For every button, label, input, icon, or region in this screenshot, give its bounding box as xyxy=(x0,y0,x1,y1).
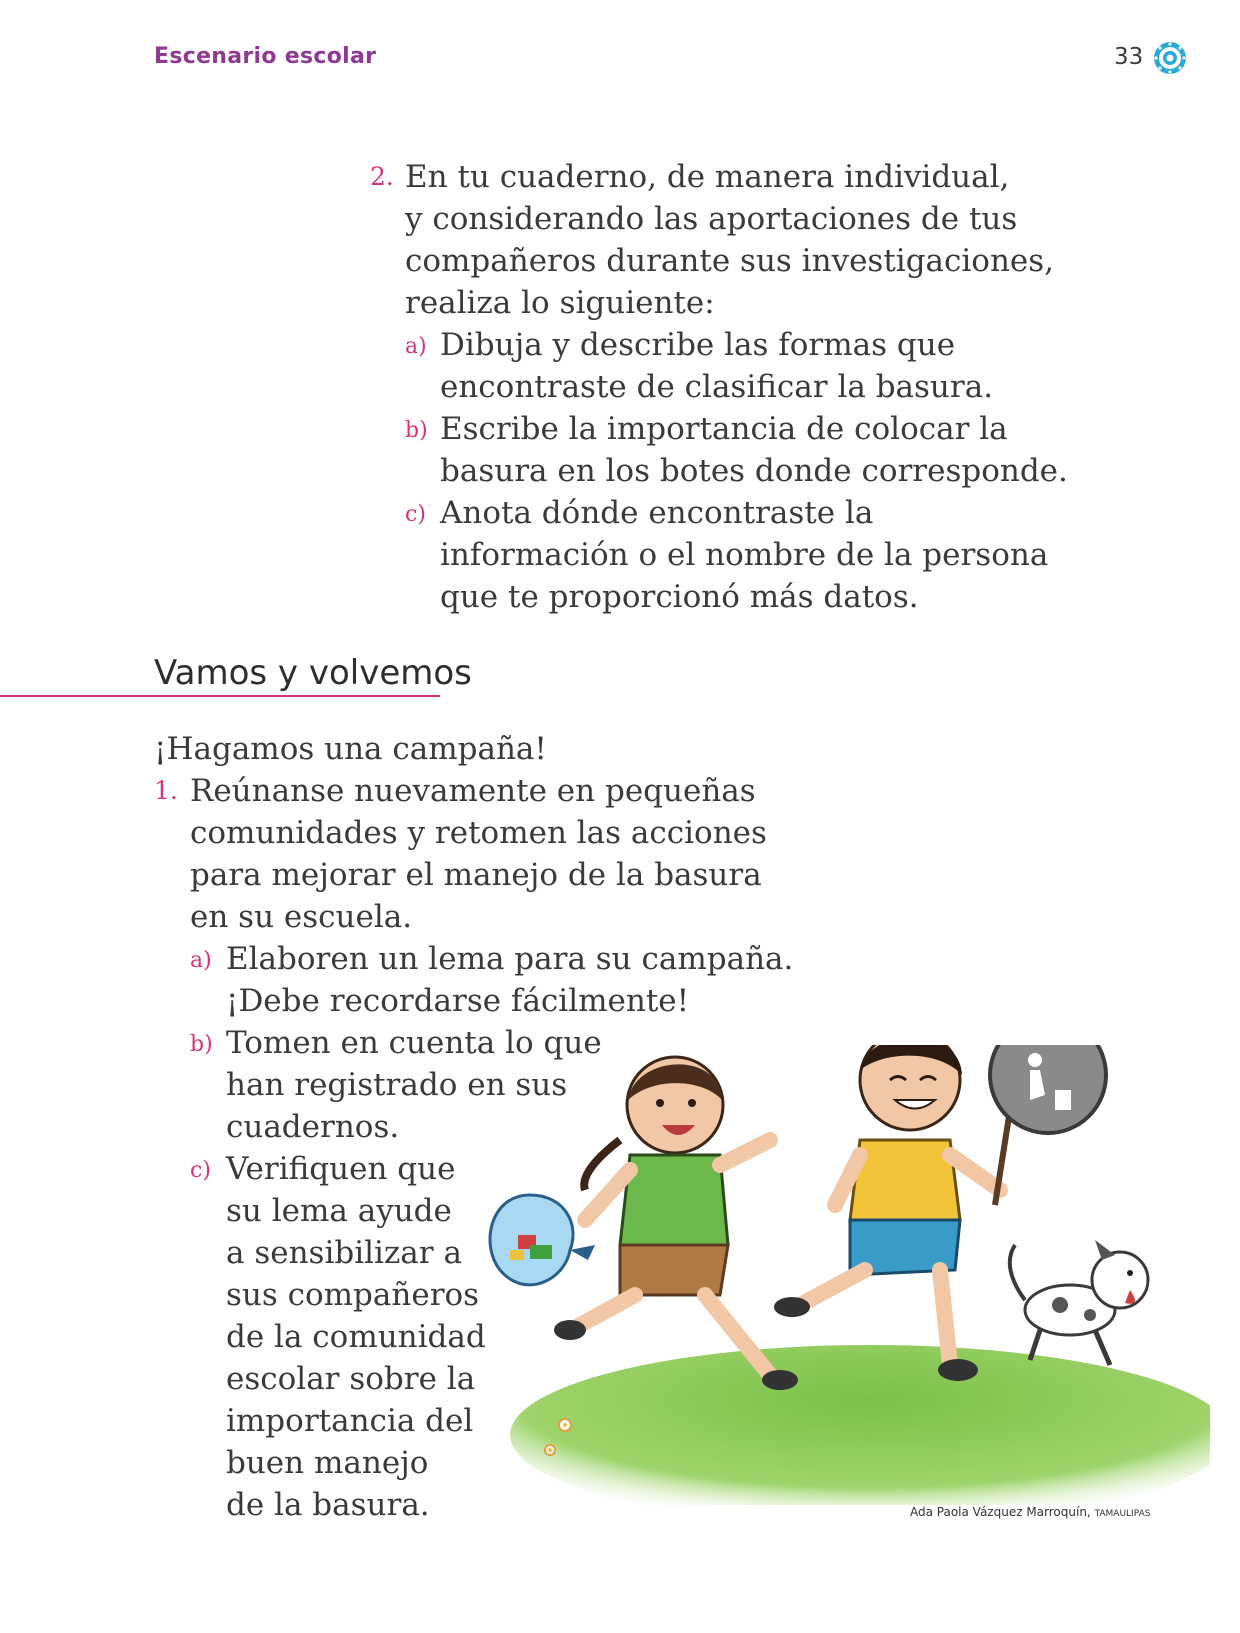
item-line: de la basura. xyxy=(226,1487,430,1523)
sub-item-a xyxy=(405,324,1070,408)
grass-hill xyxy=(510,1345,1210,1505)
emblem-icon xyxy=(1152,40,1188,76)
question-line: para mejorar el manejo de la basura xyxy=(190,857,762,893)
sub-item-c xyxy=(405,492,1070,618)
trash-bag-icon xyxy=(490,1195,595,1285)
section-title: Vamos y volvemos xyxy=(154,653,472,693)
item-letter: c) xyxy=(190,1158,211,1183)
item-line: información o el nombre de la persona xyxy=(440,537,1049,573)
item-line: escolar sobre la xyxy=(226,1361,476,1397)
intro-text: ¡Hagamos una campaña! xyxy=(154,731,547,767)
girl-figure xyxy=(554,1057,798,1390)
item-line: Anota dónde encontraste la xyxy=(440,495,874,531)
question-line: En tu cuaderno, de manera individual, xyxy=(405,159,1010,195)
section-header: Escenario escolar xyxy=(154,44,377,69)
item-line: importancia del xyxy=(226,1403,474,1439)
item-line: su lema ayude xyxy=(226,1193,452,1229)
item-line: han registrado en sus xyxy=(226,1067,568,1103)
item-line: Escribe la importancia de colocar la xyxy=(440,411,1008,447)
question-line: Reúnanse nuevamente en pequeñas xyxy=(190,773,756,809)
item-line: Verifiquen que xyxy=(226,1151,456,1187)
question-line: comunidades y retomen las acciones xyxy=(190,815,767,851)
item-line: a sensibilizar a xyxy=(226,1235,462,1271)
section-divider xyxy=(0,695,440,697)
question-number: 1. xyxy=(154,776,178,805)
item-line: ¡Debe recordarse fácilmente! xyxy=(226,983,690,1019)
credit-place: TAMAULIPAS xyxy=(1094,1509,1151,1519)
flower-icon xyxy=(545,1445,555,1455)
question-2 xyxy=(370,156,1070,618)
item-letter: c) xyxy=(405,502,426,527)
question-1 xyxy=(154,770,804,938)
item-line: cuadernos. xyxy=(226,1109,400,1145)
question-line: realiza lo siguiente: xyxy=(405,285,715,321)
question-number: 2. xyxy=(370,162,394,191)
question-line: y considerando las aportaciones de tus xyxy=(405,201,1018,237)
item-line: basura en los botes donde corresponde. xyxy=(440,453,1068,489)
item-letter: a) xyxy=(190,948,212,973)
item-line: sus compañeros xyxy=(226,1277,480,1313)
item-line: Elaboren un lema para su campaña. xyxy=(226,941,794,977)
item-line: buen manejo xyxy=(226,1445,429,1481)
item-letter: b) xyxy=(190,1032,213,1057)
sub-item-a xyxy=(190,938,804,1022)
credit-author: Ada Paola Vázquez Marroquín, xyxy=(910,1505,1091,1519)
item-letter: b) xyxy=(405,418,428,443)
item-line: de la comunidad xyxy=(226,1319,486,1355)
sub-item-b xyxy=(405,408,1070,492)
item-line: Dibuja y describe las formas que xyxy=(440,327,956,363)
item-line: que te proporcionó más datos. xyxy=(440,579,919,615)
item-letter: a) xyxy=(405,334,427,359)
children-running-illustration xyxy=(470,1045,1210,1505)
illustration-credit xyxy=(910,1505,1150,1519)
flower-icon xyxy=(559,1419,571,1431)
page-number: 33 xyxy=(1114,44,1144,70)
item-line: encontraste de clasificar la basura. xyxy=(440,369,994,405)
dog-figure xyxy=(1010,1240,1148,1365)
question-line: compañeros durante sus investigaciones, xyxy=(405,243,1055,279)
question-line: en su escuela. xyxy=(190,899,413,935)
item-line: Tomen en cuenta lo que xyxy=(226,1025,602,1061)
